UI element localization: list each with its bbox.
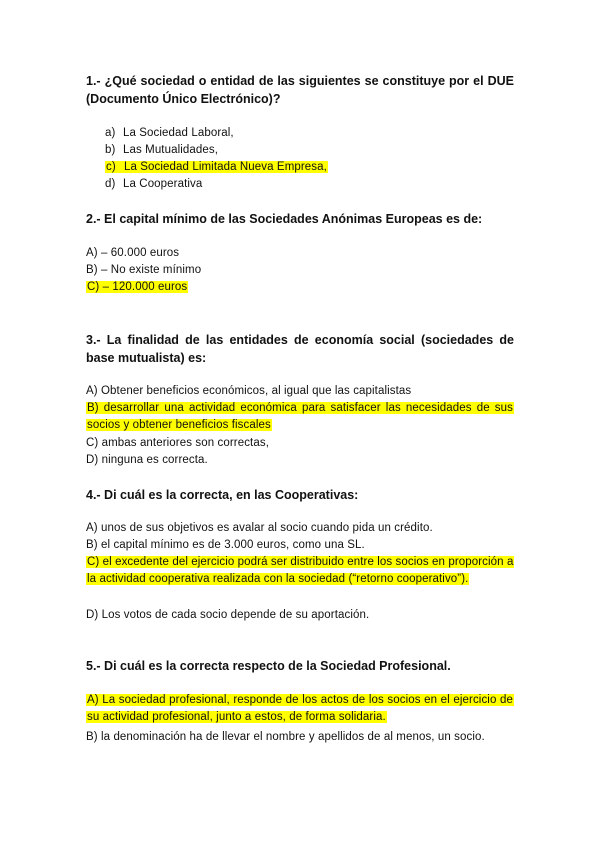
question-2-title: 2.- El capital mínimo de las Sociedades Anónimas Europeas es de: (86, 212, 483, 226)
question-3-option-c: C) ambas anteriores son correctas, (86, 437, 269, 449)
option-text: La Cooperativa (123, 178, 203, 190)
question-3-option-d: D) ninguna es correcta. (86, 454, 208, 466)
option-label: b) (105, 144, 116, 156)
question-1-option-b (105, 143, 218, 158)
option-text: La Sociedad Limitada Nueva Empresa, (124, 161, 327, 173)
question-5-option-a (86, 692, 514, 726)
question-1-option-a (105, 126, 234, 141)
question-2-option-c (86, 280, 188, 295)
question-1-option-d (105, 177, 202, 192)
highlighted-answer: B) desarrollar una actividad económica para satisfacer las necesidades de sus socios y obtener beneficios fiscales (87, 402, 513, 432)
question-5-title: 5.- Di cuál es la correcta respecto de la Sociedad Profesional. (86, 659, 451, 673)
option-label: d) (105, 178, 116, 190)
highlighted-answer: A) La sociedad profesional, responde de los actos de los socios en el ejercicio de su actividad profesional, junto a estos, de forma solidaria. (87, 694, 513, 724)
question-3-option-a: A) Obtener beneficios económicos, al igual que las capitalistas (86, 385, 412, 397)
question-4-option-d: D) Los votos de cada socio depende de su aportación. (86, 609, 370, 621)
highlighted-answer (105, 161, 328, 173)
option-label: c) (106, 161, 116, 173)
option-text: Las Mutualidades, (123, 144, 219, 156)
question-4-option-c (86, 554, 514, 588)
question-4-option-b: B) el capital mínimo es de 3.000 euros, como una SL. (86, 539, 365, 551)
question-1-title: 1.- ¿Qué sociedad o entidad de las siguientes se constituye por el DUE (Documento Único Electrónico)? (86, 74, 514, 106)
question-3-option-b (86, 400, 514, 434)
option-text: La Sociedad Laboral, (123, 127, 234, 139)
question-1-option-c (105, 160, 328, 175)
question-2-option-a: A) – 60.000 euros (86, 247, 180, 259)
question-5-option-b: B) la denominación ha de llevar el nombre y apellidos de al menos, un socio. (86, 731, 485, 743)
option-label: a) (105, 127, 116, 139)
question-4-option-a: A) unos de sus objetivos es avalar al socio cuando pida un crédito. (86, 522, 433, 534)
question-4-title: 4.- Di cuál es la correcta, en las Cooperativas: (86, 488, 359, 502)
highlighted-answer: C) el excedente del ejercicio podrá ser distribuido entre los socios en proporción a la actividad cooperativa realizada con la sociedad (“retorno cooperativo”). (87, 556, 514, 586)
question-3-title: 3.- La finalidad de las entidades de economía social (sociedades de base mutualista) es: (86, 333, 514, 365)
highlighted-answer: C) – 120.000 euros (87, 281, 188, 293)
question-2-option-b: B) – No existe mínimo (86, 264, 202, 276)
